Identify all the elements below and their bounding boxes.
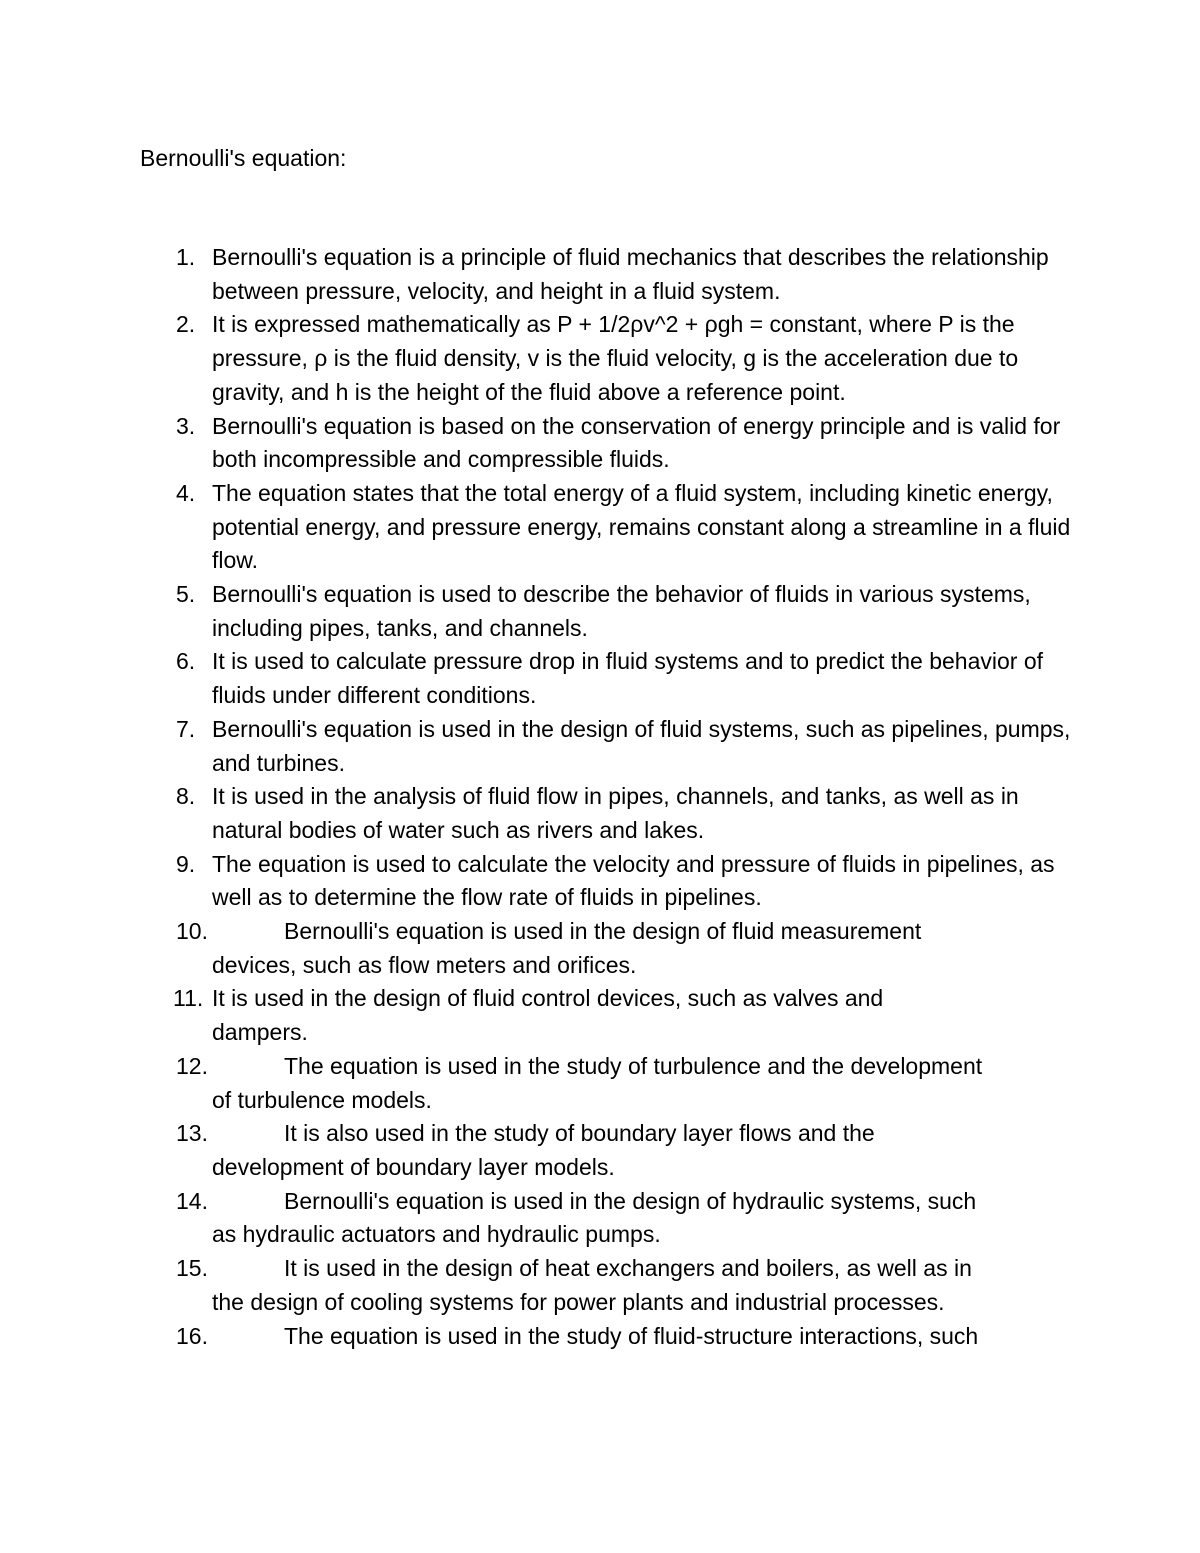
list-item-text: Bernoulli's equation is a principle of fluid mechanics that describes the relationship between pressure, velocity, and height in a fluid system. — [212, 244, 1049, 304]
list-item-number: 9. — [176, 850, 196, 877]
numbered-list — [0, 241, 1072, 1353]
list-item-number: 10. — [176, 918, 208, 945]
list-item-text-continuation: of turbulence models. — [212, 1086, 432, 1113]
list-item — [0, 1117, 1072, 1184]
list-item-number: 6. — [176, 648, 196, 675]
list-item — [0, 713, 1072, 780]
list-item — [0, 780, 1072, 847]
list-item-text-first-line: The equation is used in the study of turbulence and the development — [284, 1052, 983, 1079]
list-item-text-continuation: development of boundary layer models. — [212, 1153, 615, 1180]
list-item-text-first-line: Bernoulli's equation is used in the design of hydraulic systems, such — [284, 1187, 977, 1214]
list-item-number: 7. — [176, 715, 196, 742]
list-item-text: The equation states that the total energy of a fluid system, including kinetic energy, potential energy, and pressure energy, remains constant along a streamline in a fluid flow. — [212, 479, 1071, 574]
list-item-text: It is used to calculate pressure drop in fluid systems and to predict the behavior of fluids under different conditions. — [212, 648, 1043, 709]
list-item-number: 14. — [176, 1187, 208, 1214]
list-item — [0, 410, 1072, 477]
list-item — [0, 1185, 1072, 1252]
list-item — [0, 578, 1072, 645]
list-item-number: 4. — [176, 479, 196, 506]
list-item — [0, 915, 1072, 982]
list-item-text: The equation is used to calculate the velocity and pressure of fluids in pipelines, as well as to determine the flow rate of fluids in pipelines. — [212, 850, 1055, 911]
list-item-number: 5. — [176, 581, 196, 608]
list-item-text-first-line: It is used in the design of heat exchangers and boilers, as well as in — [284, 1255, 972, 1282]
list-item-text-continuation: as hydraulic actuators and hydraulic pumps. — [212, 1221, 661, 1248]
list-item-text-first-line: Bernoulli's equation is used in the design of fluid measurement — [284, 918, 922, 945]
list-item-number: 8. — [176, 783, 196, 810]
list-item-number: 3. — [176, 412, 196, 439]
list-item-text-first-line: It is used in the design of fluid control devices, such as valves and — [212, 985, 884, 1012]
list-item — [0, 1050, 1072, 1117]
list-item — [0, 1252, 1072, 1319]
list-item-number: 1. — [176, 244, 196, 270]
list-item-number: 11. — [173, 985, 204, 1012]
list-item-number: 15. — [176, 1255, 208, 1282]
list-item-text-continuation: dampers. — [212, 1019, 308, 1046]
list-item — [0, 308, 1072, 409]
list-item-text-continuation: the design of cooling systems for power plants and industrial processes. — [212, 1288, 945, 1315]
list-item — [0, 982, 1072, 1049]
list-item — [0, 241, 1072, 308]
list-item — [0, 477, 1072, 578]
list-item — [0, 1320, 1072, 1354]
list-item-number: 2. — [176, 311, 196, 338]
list-item-text: Bernoulli's equation is used to describe the behavior of fluids in various systems, including pipes, tanks, and channels. — [212, 581, 1031, 641]
list-item-text-continuation: devices, such as flow meters and orifices. — [212, 951, 637, 978]
list-item-text-first-line: The equation is used in the study of fluid-structure interactions, such — [284, 1322, 979, 1349]
list-item — [0, 645, 1072, 712]
list-item-text-first-line: It is also used in the study of boundary layer flows and the — [284, 1120, 875, 1147]
list-item-text: Bernoulli's equation is based on the conservation of energy principle and is valid for both incompressible and compressible fluids. — [212, 412, 1061, 473]
list-item-text: It is used in the analysis of fluid flow in pipes, channels, and tanks, as well as in natural bodies of water such as rivers and lakes. — [212, 783, 1019, 843]
list-item-number: 16. — [176, 1322, 208, 1349]
list-item-number: 13. — [176, 1120, 208, 1147]
list-item-number: 12. — [176, 1052, 208, 1079]
list-item-text: Bernoulli's equation is used in the design of fluid systems, such as pipelines, pumps, and turbines. — [212, 715, 1071, 776]
list-item — [0, 848, 1072, 915]
list-item-text: It is expressed mathematically as P + 1/2ρv^2 + ρgh = constant, where P is the pressure, ρ is the fluid density, v is the fluid velocity, g is the acceleration due to gravity, and h is the height of the fluid above a reference point. — [212, 311, 1019, 405]
document-title: Bernoulli's equation: — [140, 145, 347, 171]
